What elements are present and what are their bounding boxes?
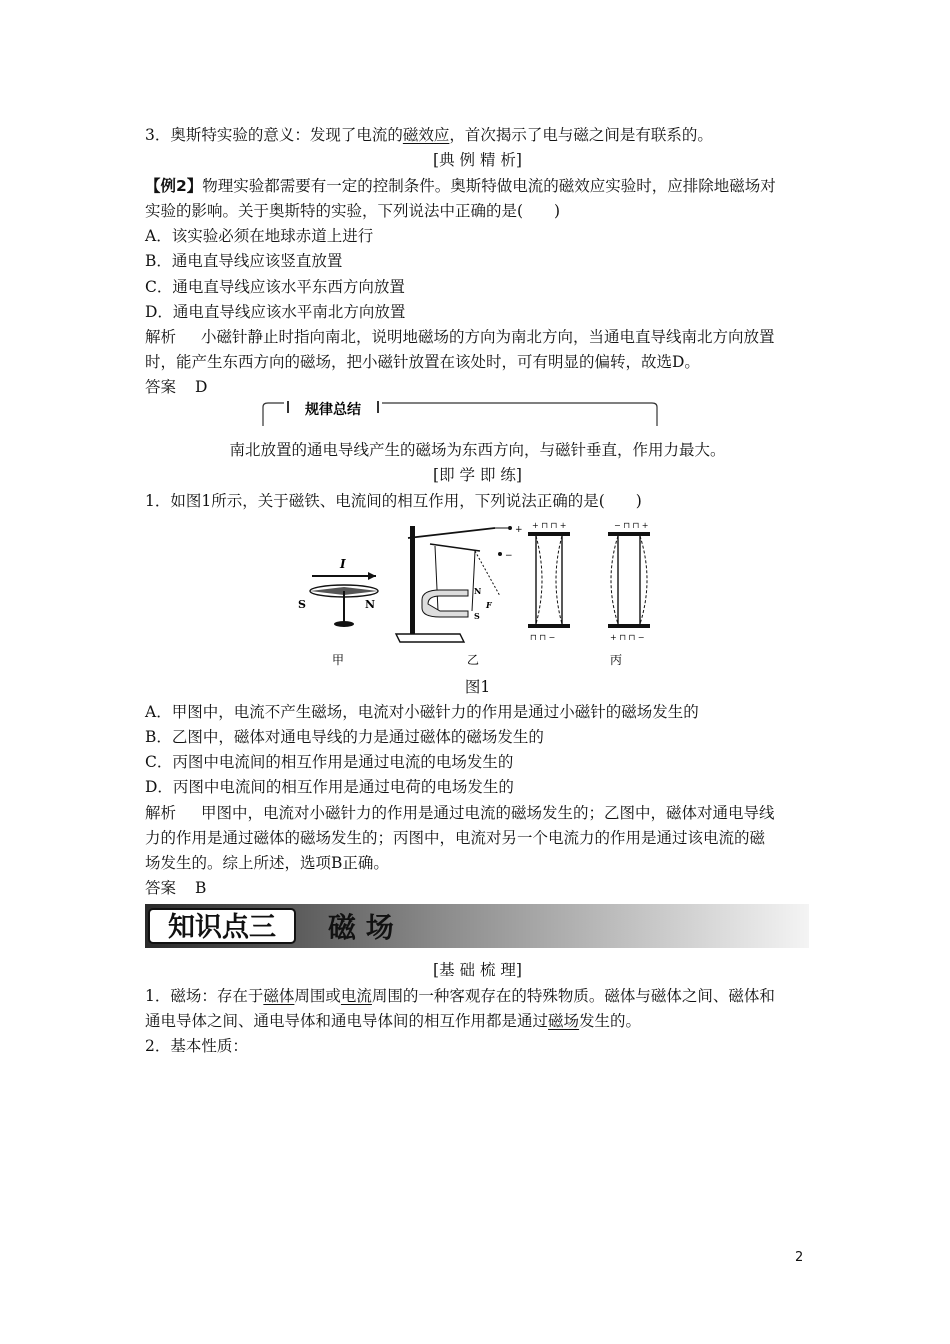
- practice-option-d: D．丙图中电流间的相互作用是通过电荷的电场发生的: [145, 778, 514, 796]
- basics-heading: [基 础 梳 理]: [433, 961, 522, 979]
- svg-text:N: N: [474, 586, 482, 596]
- item-3: 3．奥斯特实验的意义：发现了电流的磁效应，首次揭示了电与磁之间是有联系的。: [145, 126, 713, 144]
- practice-option-c: C．丙图中电流间的相互作用是通过电流的电场发生的: [145, 753, 514, 771]
- analysis-line-1: 解析 小磁针静止时指向南北，说明地磁场的方向为南北方向，当通电直导线南北方向放置: [145, 328, 775, 346]
- figure-label-jia: 甲: [331, 653, 345, 667]
- practice-option-b: B．乙图中，磁体对通电导线的力是通过磁体的磁场发生的: [145, 728, 544, 746]
- practice-option-a: A．甲图中，电流不产生磁场，电流对小磁针力的作用是通过小磁针的磁场发生的: [145, 703, 699, 721]
- figure-caption: 图1: [464, 678, 491, 696]
- basics-line-2: 通电导体之间、通电导体和通电导体间的相互作用都是通过磁场发生的。: [145, 1012, 642, 1030]
- svg-text:I: I: [340, 557, 346, 571]
- example-tag: 【例2】: [145, 177, 203, 195]
- svg-text:+ ⊓ ⊓ +: + ⊓ ⊓ +: [532, 521, 567, 530]
- figure-bing-right: [608, 521, 650, 642]
- section-banner: [145, 904, 809, 948]
- example-question-line-1: 【例2】物理实验都需要有一定的控制条件。奥斯特做电流的磁效应实验时，应排除地磁场对: [145, 177, 776, 195]
- answer: 答案 D: [145, 378, 208, 396]
- practice-question: 1．如图1所示，关于磁铁、电流间的相互作用，下列说法正确的是( ): [145, 492, 642, 510]
- option-b: B．通电直导线应该竖直放置: [145, 252, 343, 270]
- svg-text:S: S: [298, 598, 306, 611]
- svg-text:N: N: [365, 598, 376, 611]
- practice-answer: 答案 B: [145, 879, 207, 897]
- option-d: D．通电直导线应该水平南北方向放置: [145, 303, 406, 321]
- svg-text:⊓ ⊓ −: ⊓ ⊓ −: [530, 633, 556, 642]
- section-title-box: 知识点三: [168, 912, 276, 943]
- summary-text: 南北放置的通电导线产生的磁场为东西方向，与磁针垂直，作用力最大。: [229, 441, 726, 459]
- page-number: 2: [795, 1250, 804, 1265]
- summary-title: 规律总结: [305, 402, 361, 418]
- figure-yi-apparatus: [396, 525, 523, 642]
- figure-1: [290, 516, 670, 672]
- section-title: 磁 场: [328, 911, 394, 944]
- svg-text:S: S: [474, 611, 480, 621]
- practice-analysis-line-2: 力的作用是通过磁体的磁场发生的；丙图中，电流对另一个电流力的作用是通过该电流的磁: [145, 829, 766, 847]
- example-question-line-2: 实验的影响。关于奥斯特的实验，下列说法中正确的是( ): [145, 202, 561, 220]
- svg-text:F: F: [486, 600, 492, 610]
- example-heading: [典 例 精 析]: [433, 151, 522, 169]
- figure-label-bing: 丙: [609, 653, 623, 667]
- svg-text:+: +: [515, 525, 523, 535]
- figure-bing-left: [528, 521, 570, 642]
- figure-label-yi: 乙: [466, 653, 480, 667]
- basics-line-1: 1．磁场：存在于磁体周围或电流周围的一种客观存在的特殊物质。磁体与磁体之间、磁体和: [145, 987, 775, 1005]
- svg-text:−: −: [505, 551, 513, 561]
- analysis-line-2: 时，能产生东西方向的磁场，把小磁针放置在该处时，可有明显的偏转，故选D。: [145, 353, 700, 371]
- svg-text:+ ⊓ ⊓ −: + ⊓ ⊓ −: [610, 633, 645, 642]
- practice-analysis-line-3: 场发生的。综上所述，选项B正确。: [145, 854, 389, 872]
- practice-analysis-line-1: 解析 甲图中，电流对小磁针力的作用是通过电流的磁场发生的；乙图中，磁体对通电导线: [145, 804, 775, 822]
- option-a: A．该实验必须在地球赤道上进行: [145, 227, 374, 245]
- svg-text:− ⊓ ⊓ +: − ⊓ ⊓ +: [614, 521, 649, 530]
- basics-line-3: 2．基本性质：: [145, 1037, 248, 1055]
- figure-jia-compass: [298, 557, 378, 627]
- option-c: C．通电直导线应该水平东西方向放置: [145, 278, 405, 296]
- practice-heading: [即 学 即 练]: [433, 466, 522, 484]
- summary-frame: [262, 401, 658, 427]
